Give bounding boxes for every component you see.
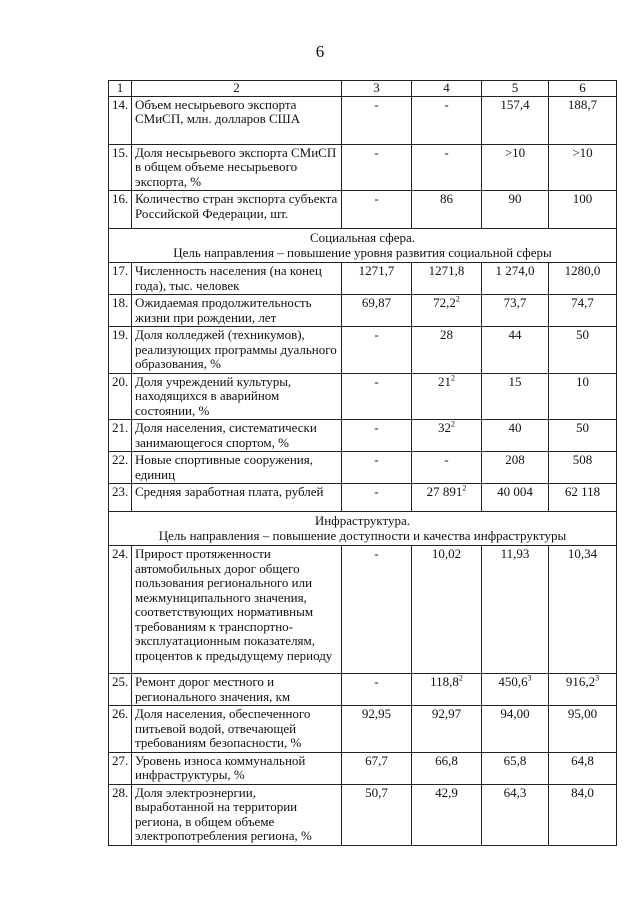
footnote-marker: 3	[527, 673, 532, 683]
value-col3-text: -	[374, 144, 379, 160]
row-number	[109, 327, 132, 374]
value-col6-text: 50	[576, 420, 589, 435]
row-number	[109, 144, 132, 191]
value-col4	[412, 706, 482, 753]
value-col4	[412, 484, 482, 512]
value-col5-text: 450,6	[498, 674, 528, 689]
row-number-text: 21.	[112, 420, 129, 435]
row-number	[109, 263, 132, 295]
value-col6-text: 10	[576, 373, 589, 389]
value-col5	[482, 420, 549, 452]
value-col3-text: -	[374, 452, 379, 467]
value-col6-text: 50	[576, 327, 589, 342]
value-col6	[549, 484, 617, 512]
indicator-name	[132, 263, 342, 295]
indicator-name	[132, 373, 342, 420]
row-number-text: 27.	[112, 752, 129, 768]
value-col5-text: 15	[508, 373, 522, 389]
table-row	[109, 263, 617, 295]
value-col3-text: 92,95	[361, 706, 392, 721]
indicator-name	[132, 144, 342, 191]
row-number	[109, 420, 132, 452]
column-header: 2	[132, 81, 342, 97]
indicator-name-text: Количество стран экспорта субъекта Российской Федерации, шт.	[135, 191, 338, 221]
row-number	[109, 191, 132, 229]
value-col3-text: -	[374, 420, 379, 435]
value-col3	[342, 144, 412, 191]
row-number-text: 20.	[112, 373, 129, 389]
value-col6	[549, 191, 617, 229]
value-col3-text: 69,87	[361, 295, 392, 310]
section-social-cell	[109, 229, 617, 263]
indicator-name-text: Численность населения (на конец года), тыс. человек	[135, 263, 322, 293]
table-header-row	[109, 81, 617, 97]
value-col4-text: 21	[438, 373, 451, 389]
value-col4-text: 92,97	[431, 706, 462, 721]
value-col6-text: 188,7	[567, 96, 598, 112]
value-col3	[342, 784, 412, 845]
row-number-text: 25.	[112, 674, 129, 689]
indicator-name-text: Новые спортивные сооружения, единиц	[135, 452, 313, 482]
section-infrastructure-cell	[109, 512, 617, 546]
value-col5-text: 11,93	[500, 546, 530, 561]
row-number	[109, 674, 132, 706]
value-col6	[549, 784, 617, 845]
value-col3	[342, 752, 412, 784]
value-col4-text: 86	[440, 191, 453, 206]
indicator-name-text: Доля учреждений культуры, находящихся в аварийном состоянии, %	[135, 373, 292, 418]
row-number	[109, 784, 132, 845]
value-col3	[342, 327, 412, 374]
value-col4-text: 66,8	[435, 752, 458, 768]
value-col5	[482, 546, 549, 674]
page-number: 6	[315, 42, 325, 61]
value-col4-text: 42,9	[435, 784, 458, 800]
value-col4	[412, 263, 482, 295]
table-row	[109, 373, 617, 420]
row-number-text: 17.	[112, 263, 129, 278]
row-number-text: 23.	[112, 484, 129, 499]
value-col3	[342, 96, 412, 144]
value-col5-text: 157,4	[500, 96, 530, 112]
value-col5	[482, 191, 549, 229]
row-number	[109, 752, 132, 784]
value-col5	[482, 706, 549, 753]
table-row	[109, 484, 617, 512]
row-number-text: 15.	[112, 144, 129, 160]
footnote-marker: 2	[458, 673, 463, 683]
row-number-text: 19.	[112, 327, 129, 342]
table-row	[109, 191, 617, 229]
indicator-name-text: Доля колледжей (техникумов), реализующих программы дуального образования, %	[135, 327, 337, 371]
value-col4	[412, 752, 482, 784]
row-number-text: 18.	[112, 295, 129, 310]
value-col6-text: 95,00	[567, 706, 598, 721]
value-col4-text: 118,8	[430, 674, 459, 689]
value-col6-text: 100	[572, 191, 593, 206]
indicator-name	[132, 452, 342, 484]
value-col6	[549, 144, 617, 191]
indicator-name	[132, 484, 342, 512]
value-col5	[482, 295, 549, 327]
value-col4	[412, 674, 482, 706]
indicator-name	[132, 674, 342, 706]
value-col6	[549, 263, 617, 295]
value-col3-text: -	[374, 327, 379, 342]
indicator-name	[132, 96, 342, 144]
value-col3-text: 67,7	[365, 752, 388, 768]
value-col3	[342, 295, 412, 327]
value-col6	[549, 373, 617, 420]
section-goal: Цель направления – повышение уровня развития социальной сферы	[173, 245, 552, 260]
row-number-text: 14.	[112, 96, 129, 112]
value-col4	[412, 373, 482, 420]
value-col5	[482, 327, 549, 374]
row-number-text: 22.	[112, 452, 129, 467]
table-row	[109, 144, 617, 191]
value-col6-text: 508	[572, 452, 593, 467]
value-col4-text: 28	[440, 327, 453, 342]
value-col4-text: -	[444, 452, 449, 467]
value-col4-text: 1271,8	[428, 263, 465, 278]
value-col3	[342, 373, 412, 420]
value-col4	[412, 546, 482, 674]
section-title: Инфраструктура.	[314, 513, 411, 528]
value-col5-text: 40	[508, 420, 522, 435]
value-col5	[482, 484, 549, 512]
value-col3	[342, 546, 412, 674]
footnote-marker: 3	[595, 673, 600, 683]
value-col5-text: 64,3	[503, 784, 527, 800]
section-social	[109, 229, 617, 263]
row-number-text: 26.	[112, 706, 129, 721]
value-col4-text: 27 891	[426, 484, 463, 499]
row-number	[109, 706, 132, 753]
footnote-marker: 2	[451, 373, 455, 383]
value-col6	[549, 420, 617, 452]
indicator-name	[132, 327, 342, 374]
indicator-name	[132, 295, 342, 327]
row-number	[109, 373, 132, 420]
row-number	[109, 484, 132, 512]
value-col3	[342, 674, 412, 706]
value-col5	[482, 263, 549, 295]
value-col6-text: >10	[572, 144, 593, 160]
value-col3-text: -	[374, 96, 379, 112]
value-col3	[342, 420, 412, 452]
value-col6-text: 84,0	[571, 784, 594, 800]
value-col6	[549, 706, 617, 753]
value-col5	[482, 674, 549, 706]
value-col6	[549, 295, 617, 327]
section-title: Социальная сфера.	[310, 230, 415, 245]
column-header: 6	[549, 81, 617, 97]
table-row	[109, 546, 617, 674]
value-col5-text: 1 274,0	[495, 263, 535, 278]
table-row	[109, 784, 617, 845]
value-col3	[342, 706, 412, 753]
row-number	[109, 452, 132, 484]
value-col5-text: 40 004	[497, 484, 533, 499]
value-col5-text: 90	[508, 191, 522, 206]
value-col4	[412, 420, 482, 452]
table-row	[109, 96, 617, 144]
value-col3	[342, 263, 412, 295]
value-col4	[412, 191, 482, 229]
value-col3	[342, 191, 412, 229]
table-row	[109, 452, 617, 484]
indicator-name-text: Уровень износа коммунальной инфраструктуры, %	[135, 752, 306, 782]
value-col4	[412, 452, 482, 484]
table-row	[109, 327, 617, 374]
indicator-name-text: Объем несырьевого экспорта СМиСП, млн. долларов США	[135, 96, 301, 126]
row-number	[109, 546, 132, 674]
value-col5	[482, 784, 549, 845]
value-col3	[342, 452, 412, 484]
value-col5	[482, 144, 549, 191]
value-col6-text: 64,8	[571, 752, 594, 768]
indicator-name	[132, 191, 342, 229]
value-col5-text: 94,00	[500, 706, 530, 721]
indicator-name	[132, 420, 342, 452]
footnote-marker: 2	[455, 294, 460, 304]
value-col3-text: -	[374, 373, 379, 389]
section-infrastructure	[109, 512, 617, 546]
value-col4	[412, 144, 482, 191]
indicator-name	[132, 546, 342, 674]
value-col6	[549, 96, 617, 144]
value-col4-text: -	[444, 96, 449, 112]
indicator-name-text: Доля электроэнергии, выработанной на территории региона, в общем объеме электропотребления региона, %	[135, 784, 312, 843]
row-number-text: 16.	[112, 191, 129, 206]
value-col6-text: 62 118	[564, 484, 601, 499]
value-col5	[482, 452, 549, 484]
indicator-name-text: Средняя заработная плата, рублей	[135, 484, 324, 499]
value-col3-text: -	[374, 191, 379, 206]
value-col6-text: 10,34	[567, 546, 598, 561]
table-row	[109, 420, 617, 452]
value-col6-text: 916,2	[565, 674, 596, 689]
column-header: 3	[342, 81, 412, 97]
row-number	[109, 96, 132, 144]
indicator-name	[132, 752, 342, 784]
column-header: 1	[109, 81, 132, 97]
value-col4	[412, 295, 482, 327]
indicator-name-text: Доля населения, обеспеченного питьевой водой, отвечающей требованиям безопасности, %	[135, 706, 311, 750]
indicator-name-text: Прирост протяженности автомобильных дорог общего пользования регионального или межмуниципального значения, соответствующих нормативным требованиям к транспортно-эксплуатационным показателям, процентов к предыдущему периоду	[135, 546, 333, 663]
value-col5-text: 44	[508, 327, 522, 342]
footnote-marker: 2	[451, 419, 455, 429]
value-col4	[412, 784, 482, 845]
footnote-marker: 2	[462, 483, 467, 493]
row-number-text: 24.	[112, 546, 129, 561]
indicators-table	[108, 80, 617, 846]
indicator-name-text: Ожидаемая продолжительность жизни при рождении, лет	[135, 295, 312, 325]
column-header: 4	[412, 81, 482, 97]
value-col5	[482, 752, 549, 784]
value-col5	[482, 96, 549, 144]
indicator-name	[132, 706, 342, 753]
value-col3-text: -	[374, 546, 379, 561]
value-col4	[412, 327, 482, 374]
value-col6-text: 74,7	[571, 295, 594, 310]
row-number	[109, 295, 132, 327]
value-col6	[549, 752, 617, 784]
value-col5	[482, 373, 549, 420]
value-col5-text: >10	[504, 144, 526, 160]
value-col4-text: -	[444, 144, 449, 160]
value-col3-text: -	[374, 674, 379, 689]
indicator-name	[132, 784, 342, 845]
value-col3-text: 1271,7	[358, 263, 395, 278]
value-col3-text: 50,7	[365, 784, 388, 800]
indicator-name-text: Доля населения, систематически занимающегося спортом, %	[135, 420, 317, 450]
value-col5-text: 73,7	[503, 295, 527, 310]
value-col6	[549, 546, 617, 674]
value-col5-text: 65,8	[503, 752, 527, 768]
value-col5-text: 208	[505, 452, 525, 467]
value-col3	[342, 484, 412, 512]
value-col4-text: 32	[438, 420, 451, 435]
value-col3-text: -	[374, 484, 379, 499]
value-col4-text: 72,2	[433, 295, 456, 310]
value-col6-text: 1280,0	[564, 263, 601, 278]
value-col4-text: 10,02	[431, 546, 462, 561]
table-row	[109, 674, 617, 706]
table-row	[109, 295, 617, 327]
value-col6	[549, 327, 617, 374]
column-header: 5	[482, 81, 549, 97]
value-col6	[549, 452, 617, 484]
row-number-text: 28.	[112, 784, 129, 800]
value-col4	[412, 96, 482, 144]
table-row	[109, 752, 617, 784]
section-goal: Цель направления – повышение доступности и качества инфраструктуры	[158, 528, 567, 543]
table-row	[109, 706, 617, 753]
indicator-name-text: Ремонт дорог местного и регионального значения, км	[135, 674, 291, 704]
value-col6	[549, 674, 617, 706]
indicator-name-text: Доля несырьевого экспорта СМиСП в общем объеме несырьевого экспорта, %	[135, 144, 337, 189]
